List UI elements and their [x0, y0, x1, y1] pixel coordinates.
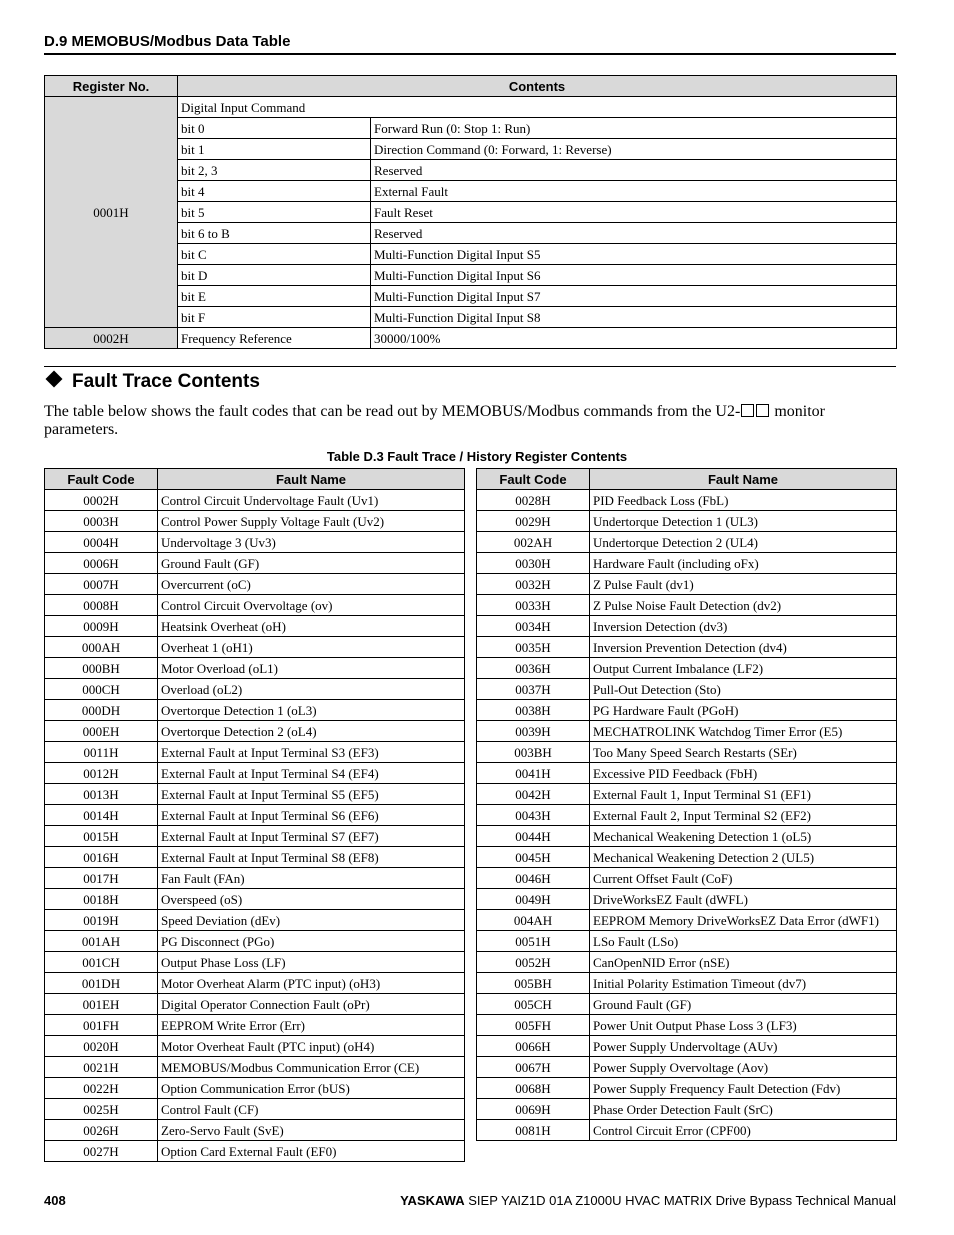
- footer-brand: YASKAWA: [400, 1193, 465, 1208]
- register-value: 30000/100%: [371, 328, 897, 349]
- table-row: [45, 595, 465, 616]
- fault-code: 0042H: [477, 784, 590, 805]
- table-row: [45, 658, 465, 679]
- fault-code: 0004H: [45, 532, 158, 553]
- fault-name: Output Current Imbalance (LF2): [590, 658, 897, 679]
- table-row: [45, 784, 465, 805]
- bit-label: bit 5: [178, 202, 371, 223]
- fault-code: 000CH: [45, 679, 158, 700]
- bit-label: bit D: [178, 265, 371, 286]
- fault-name: Option Card External Fault (EF0): [158, 1141, 465, 1162]
- table-row: [477, 931, 897, 952]
- fault-name: Motor Overheat Alarm (PTC input) (oH3): [158, 973, 465, 994]
- fault-name: PG Hardware Fault (PGoH): [590, 700, 897, 721]
- fault-name: Z Pulse Noise Fault Detection (dv2): [590, 595, 897, 616]
- table-row: [477, 826, 897, 847]
- table-row: [45, 826, 465, 847]
- fault-trace-heading: [44, 366, 896, 393]
- fault-name: Digital Operator Connection Fault (oPr): [158, 994, 465, 1015]
- fault-name: Option Communication Error (bUS): [158, 1078, 465, 1099]
- table-row: [45, 700, 465, 721]
- fault-code: 001FH: [45, 1015, 158, 1036]
- bit-description: Multi-Function Digital Input S5: [371, 244, 897, 265]
- fault-code: 0028H: [477, 490, 590, 511]
- intro-text-end: monitor parameters.: [44, 403, 825, 438]
- table-row: [477, 532, 897, 553]
- fault-name: PG Disconnect (PGo): [158, 931, 465, 952]
- table-row: [477, 973, 897, 994]
- table-row: [477, 700, 897, 721]
- fault-name: Control Power Supply Voltage Fault (Uv2): [158, 511, 465, 532]
- table-row: [477, 679, 897, 700]
- fault-code: 0026H: [45, 1120, 158, 1141]
- table-row: [477, 952, 897, 973]
- fault-table-left: [44, 468, 465, 1162]
- fault-name: Mechanical Weakening Detection 2 (UL5): [590, 847, 897, 868]
- table-row: [477, 1078, 897, 1099]
- table-row: [477, 1099, 897, 1120]
- table-row: [45, 1015, 465, 1036]
- fault-code: 0029H: [477, 511, 590, 532]
- fault-name: MEMOBUS/Modbus Communication Error (CE): [158, 1057, 465, 1078]
- fault-code: 0066H: [477, 1036, 590, 1057]
- register-name: Frequency Reference: [178, 328, 371, 349]
- fault-name: Overheat 1 (oH1): [158, 637, 465, 658]
- table-row: [45, 1120, 465, 1141]
- fault-code: 0017H: [45, 868, 158, 889]
- fault-name: Initial Polarity Estimation Timeout (dv7): [590, 973, 897, 994]
- fault-name: External Fault at Input Terminal S7 (EF7): [158, 826, 465, 847]
- table-row: [477, 994, 897, 1015]
- fault-name: CanOpenNID Error (nSE): [590, 952, 897, 973]
- table-row: [477, 1036, 897, 1057]
- table-row: [45, 994, 465, 1015]
- fault-code: 0011H: [45, 742, 158, 763]
- table-row: [477, 574, 897, 595]
- fault-code: 0003H: [45, 511, 158, 532]
- section-header: D.9 MEMOBUS/Modbus Data Table: [44, 33, 896, 55]
- fault-code: 001EH: [45, 994, 158, 1015]
- register-0001h: 0001H: [45, 97, 178, 328]
- fault-name: PID Feedback Loss (FbL): [590, 490, 897, 511]
- fault-table-right: [476, 468, 897, 1141]
- fault-name: Undertorque Detection 1 (UL3): [590, 511, 897, 532]
- table-row: [45, 763, 465, 784]
- fault-code: 0013H: [45, 784, 158, 805]
- bit-description: External Fault: [371, 181, 897, 202]
- fault-code: 0025H: [45, 1099, 158, 1120]
- table-row: [477, 721, 897, 742]
- fault-name: Undertorque Detection 2 (UL4): [590, 532, 897, 553]
- fault-code: 0033H: [477, 595, 590, 616]
- fault-code: 0016H: [45, 847, 158, 868]
- fault-code: 0039H: [477, 721, 590, 742]
- footer-manual-title: SIEP YAIZ1D 01A Z1000U HVAC MATRIX Drive Bypass Technical Manual: [468, 1193, 896, 1208]
- table-row: [45, 637, 465, 658]
- table-row: [477, 889, 897, 910]
- fault-code: 001AH: [45, 931, 158, 952]
- fault-code: 0037H: [477, 679, 590, 700]
- register-title: Digital Input Command: [178, 97, 897, 118]
- fault-code: 0015H: [45, 826, 158, 847]
- fault-name: Power Supply Overvoltage (Aov): [590, 1057, 897, 1078]
- fault-name: EEPROM Write Error (Err): [158, 1015, 465, 1036]
- fault-code: 0022H: [45, 1078, 158, 1099]
- table-row: [45, 973, 465, 994]
- fault-name: Control Fault (CF): [158, 1099, 465, 1120]
- fault-name: Mechanical Weakening Detection 1 (oL5): [590, 826, 897, 847]
- col-fault-code: Fault Code: [477, 469, 590, 490]
- bit-description: Fault Reset: [371, 202, 897, 223]
- intro-text-start: The table below shows the fault codes that can be read out by MEMOBUS/Modbus commands from the U2-: [44, 403, 741, 420]
- fault-name: External Fault 2, Input Terminal S2 (EF2): [590, 805, 897, 826]
- fault-code: 0007H: [45, 574, 158, 595]
- table-row: [45, 1141, 465, 1162]
- fault-name: Inversion Prevention Detection (dv4): [590, 637, 897, 658]
- table-row: [45, 910, 465, 931]
- bit-description: Multi-Function Digital Input S8: [371, 307, 897, 328]
- bit-label: bit 4: [178, 181, 371, 202]
- table-row: [477, 1057, 897, 1078]
- fault-name: Ground Fault (GF): [158, 553, 465, 574]
- diamond-bullet-icon: [46, 371, 63, 388]
- fault-code: 0046H: [477, 868, 590, 889]
- fault-name: External Fault at Input Terminal S4 (EF4): [158, 763, 465, 784]
- table-row: [45, 1057, 465, 1078]
- table-row: [45, 805, 465, 826]
- table-row: [45, 721, 465, 742]
- fault-code: 005BH: [477, 973, 590, 994]
- table-row: [477, 868, 897, 889]
- table-caption: Table D.3 Fault Trace / History Register Contents: [326, 449, 628, 464]
- footer-manual: [400, 1193, 896, 1208]
- fault-name: Zero-Servo Fault (SvE): [158, 1120, 465, 1141]
- fault-code: 0051H: [477, 931, 590, 952]
- fault-name: Overload (oL2): [158, 679, 465, 700]
- fault-code: 000DH: [45, 700, 158, 721]
- table-row: [477, 1015, 897, 1036]
- fault-code: 0032H: [477, 574, 590, 595]
- fault-code: 000AH: [45, 637, 158, 658]
- table-row: [477, 490, 897, 511]
- fault-name: Overtorque Detection 2 (oL4): [158, 721, 465, 742]
- fault-code: 001CH: [45, 952, 158, 973]
- table-row: [45, 532, 465, 553]
- table-row: [45, 742, 465, 763]
- fault-name: Output Phase Loss (LF): [158, 952, 465, 973]
- fault-name: Power Supply Frequency Fault Detection (Fdv): [590, 1078, 897, 1099]
- fault-code: 0045H: [477, 847, 590, 868]
- table-row: [45, 1099, 465, 1120]
- fault-name: EEPROM Memory DriveWorksEZ Data Error (dWF1): [590, 910, 897, 931]
- fault-name: Power Unit Output Phase Loss 3 (LF3): [590, 1015, 897, 1036]
- fault-code: 001DH: [45, 973, 158, 994]
- table-row: [45, 490, 465, 511]
- table-row: [477, 637, 897, 658]
- table-row: [45, 889, 465, 910]
- bit-description: Multi-Function Digital Input S6: [371, 265, 897, 286]
- table-row: [477, 616, 897, 637]
- fault-code: 0068H: [477, 1078, 590, 1099]
- bit-label: bit 6 to B: [178, 223, 371, 244]
- fault-code: 0041H: [477, 763, 590, 784]
- table-row: [45, 1036, 465, 1057]
- bit-label: bit F: [178, 307, 371, 328]
- fault-name: Excessive PID Feedback (FbH): [590, 763, 897, 784]
- fault-code: 0081H: [477, 1120, 590, 1141]
- fault-name: External Fault 1, Input Terminal S1 (EF1): [590, 784, 897, 805]
- fault-name: Speed Deviation (dEv): [158, 910, 465, 931]
- table-row: [477, 805, 897, 826]
- fault-name: External Fault at Input Terminal S5 (EF5): [158, 784, 465, 805]
- placeholder-box-icon: [741, 404, 754, 417]
- bit-description: Reserved: [371, 160, 897, 181]
- fault-name: DriveWorksEZ Fault (dWFL): [590, 889, 897, 910]
- fault-name: Overcurrent (oC): [158, 574, 465, 595]
- fault-name: Fan Fault (FAn): [158, 868, 465, 889]
- table-row: [45, 679, 465, 700]
- fault-code: 0043H: [477, 805, 590, 826]
- fault-name: Motor Overheat Fault (PTC input) (oH4): [158, 1036, 465, 1057]
- fault-name: Hardware Fault (including oFx): [590, 553, 897, 574]
- fault-name: Inversion Detection (dv3): [590, 616, 897, 637]
- fault-name: Power Supply Undervoltage (AUv): [590, 1036, 897, 1057]
- bit-description: Reserved: [371, 223, 897, 244]
- bit-description: Direction Command (0: Forward, 1: Reverse): [371, 139, 897, 160]
- bit-description: Multi-Function Digital Input S7: [371, 286, 897, 307]
- fault-code: 0049H: [477, 889, 590, 910]
- bit-label: bit C: [178, 244, 371, 265]
- table-row: [477, 1120, 897, 1141]
- placeholder-box-icon: [756, 404, 769, 417]
- table-row: [477, 763, 897, 784]
- bit-label: bit 2, 3: [178, 160, 371, 181]
- fault-code: 000BH: [45, 658, 158, 679]
- fault-name: Overspeed (oS): [158, 889, 465, 910]
- table-row: [477, 553, 897, 574]
- fault-trace-title: Fault Trace Contents: [72, 371, 260, 392]
- bit-label: bit 0: [178, 118, 371, 139]
- fault-code: 0006H: [45, 553, 158, 574]
- fault-code: 0030H: [477, 553, 590, 574]
- fault-code: 0067H: [477, 1057, 590, 1078]
- fault-name: External Fault at Input Terminal S6 (EF6): [158, 805, 465, 826]
- col-contents: Contents: [178, 76, 897, 97]
- fault-code: 0019H: [45, 910, 158, 931]
- table-row: [45, 616, 465, 637]
- col-register-no: Register No.: [45, 76, 178, 97]
- fault-code: 0014H: [45, 805, 158, 826]
- fault-name: Z Pulse Fault (dv1): [590, 574, 897, 595]
- fault-code: 000EH: [45, 721, 158, 742]
- fault-name: Undervoltage 3 (Uv3): [158, 532, 465, 553]
- table-row: [45, 1078, 465, 1099]
- fault-name: Control Circuit Undervoltage Fault (Uv1): [158, 490, 465, 511]
- fault-code: 0036H: [477, 658, 590, 679]
- fault-name: Current Offset Fault (CoF): [590, 868, 897, 889]
- fault-name: Too Many Speed Search Restarts (SEr): [590, 742, 897, 763]
- bit-label: bit E: [178, 286, 371, 307]
- fault-code: 0018H: [45, 889, 158, 910]
- fault-code: 0038H: [477, 700, 590, 721]
- fault-name: Ground Fault (GF): [590, 994, 897, 1015]
- table-row: [477, 910, 897, 931]
- col-fault-code: Fault Code: [45, 469, 158, 490]
- fault-code: 0044H: [477, 826, 590, 847]
- col-fault-name: Fault Name: [590, 469, 897, 490]
- page-number: 408: [44, 1193, 66, 1208]
- table-row: [45, 868, 465, 889]
- table-row: [45, 931, 465, 952]
- fault-code: 0034H: [477, 616, 590, 637]
- fault-code: 0012H: [45, 763, 158, 784]
- fault-code: 003BH: [477, 742, 590, 763]
- fault-code: 005CH: [477, 994, 590, 1015]
- fault-name: Phase Order Detection Fault (SrC): [590, 1099, 897, 1120]
- fault-code: 005FH: [477, 1015, 590, 1036]
- fault-name: Pull-Out Detection (Sto): [590, 679, 897, 700]
- table-row: [45, 847, 465, 868]
- fault-name: Heatsink Overheat (oH): [158, 616, 465, 637]
- fault-code: 0009H: [45, 616, 158, 637]
- fault-name: External Fault at Input Terminal S8 (EF8): [158, 847, 465, 868]
- fault-code: 0069H: [477, 1099, 590, 1120]
- table-row: [477, 742, 897, 763]
- register-table: [44, 75, 897, 349]
- table-row: [477, 511, 897, 532]
- table-row: [477, 658, 897, 679]
- intro-paragraph: [44, 403, 896, 439]
- fault-name: Overtorque Detection 1 (oL3): [158, 700, 465, 721]
- fault-code: 0002H: [45, 490, 158, 511]
- fault-name: Motor Overload (oL1): [158, 658, 465, 679]
- fault-code: 002AH: [477, 532, 590, 553]
- fault-name: External Fault at Input Terminal S3 (EF3): [158, 742, 465, 763]
- table-row: [45, 553, 465, 574]
- fault-name: MECHATROLINK Watchdog Timer Error (E5): [590, 721, 897, 742]
- fault-code: 004AH: [477, 910, 590, 931]
- bit-description: Forward Run (0: Stop 1: Run): [371, 118, 897, 139]
- fault-name: LSo Fault (LSo): [590, 931, 897, 952]
- bit-label: bit 1: [178, 139, 371, 160]
- fault-code: 0008H: [45, 595, 158, 616]
- fault-code: 0035H: [477, 637, 590, 658]
- fault-code: 0020H: [45, 1036, 158, 1057]
- fault-code: 0052H: [477, 952, 590, 973]
- fault-name: Control Circuit Overvoltage (ov): [158, 595, 465, 616]
- table-row: [45, 574, 465, 595]
- col-fault-name: Fault Name: [158, 469, 465, 490]
- fault-code: 0027H: [45, 1141, 158, 1162]
- table-row: [45, 511, 465, 532]
- fault-name: Control Circuit Error (CPF00): [590, 1120, 897, 1141]
- table-row: [477, 847, 897, 868]
- fault-code: 0021H: [45, 1057, 158, 1078]
- register-0002h: 0002H: [45, 328, 178, 349]
- table-row: [477, 784, 897, 805]
- table-row: [477, 595, 897, 616]
- table-row: [45, 952, 465, 973]
